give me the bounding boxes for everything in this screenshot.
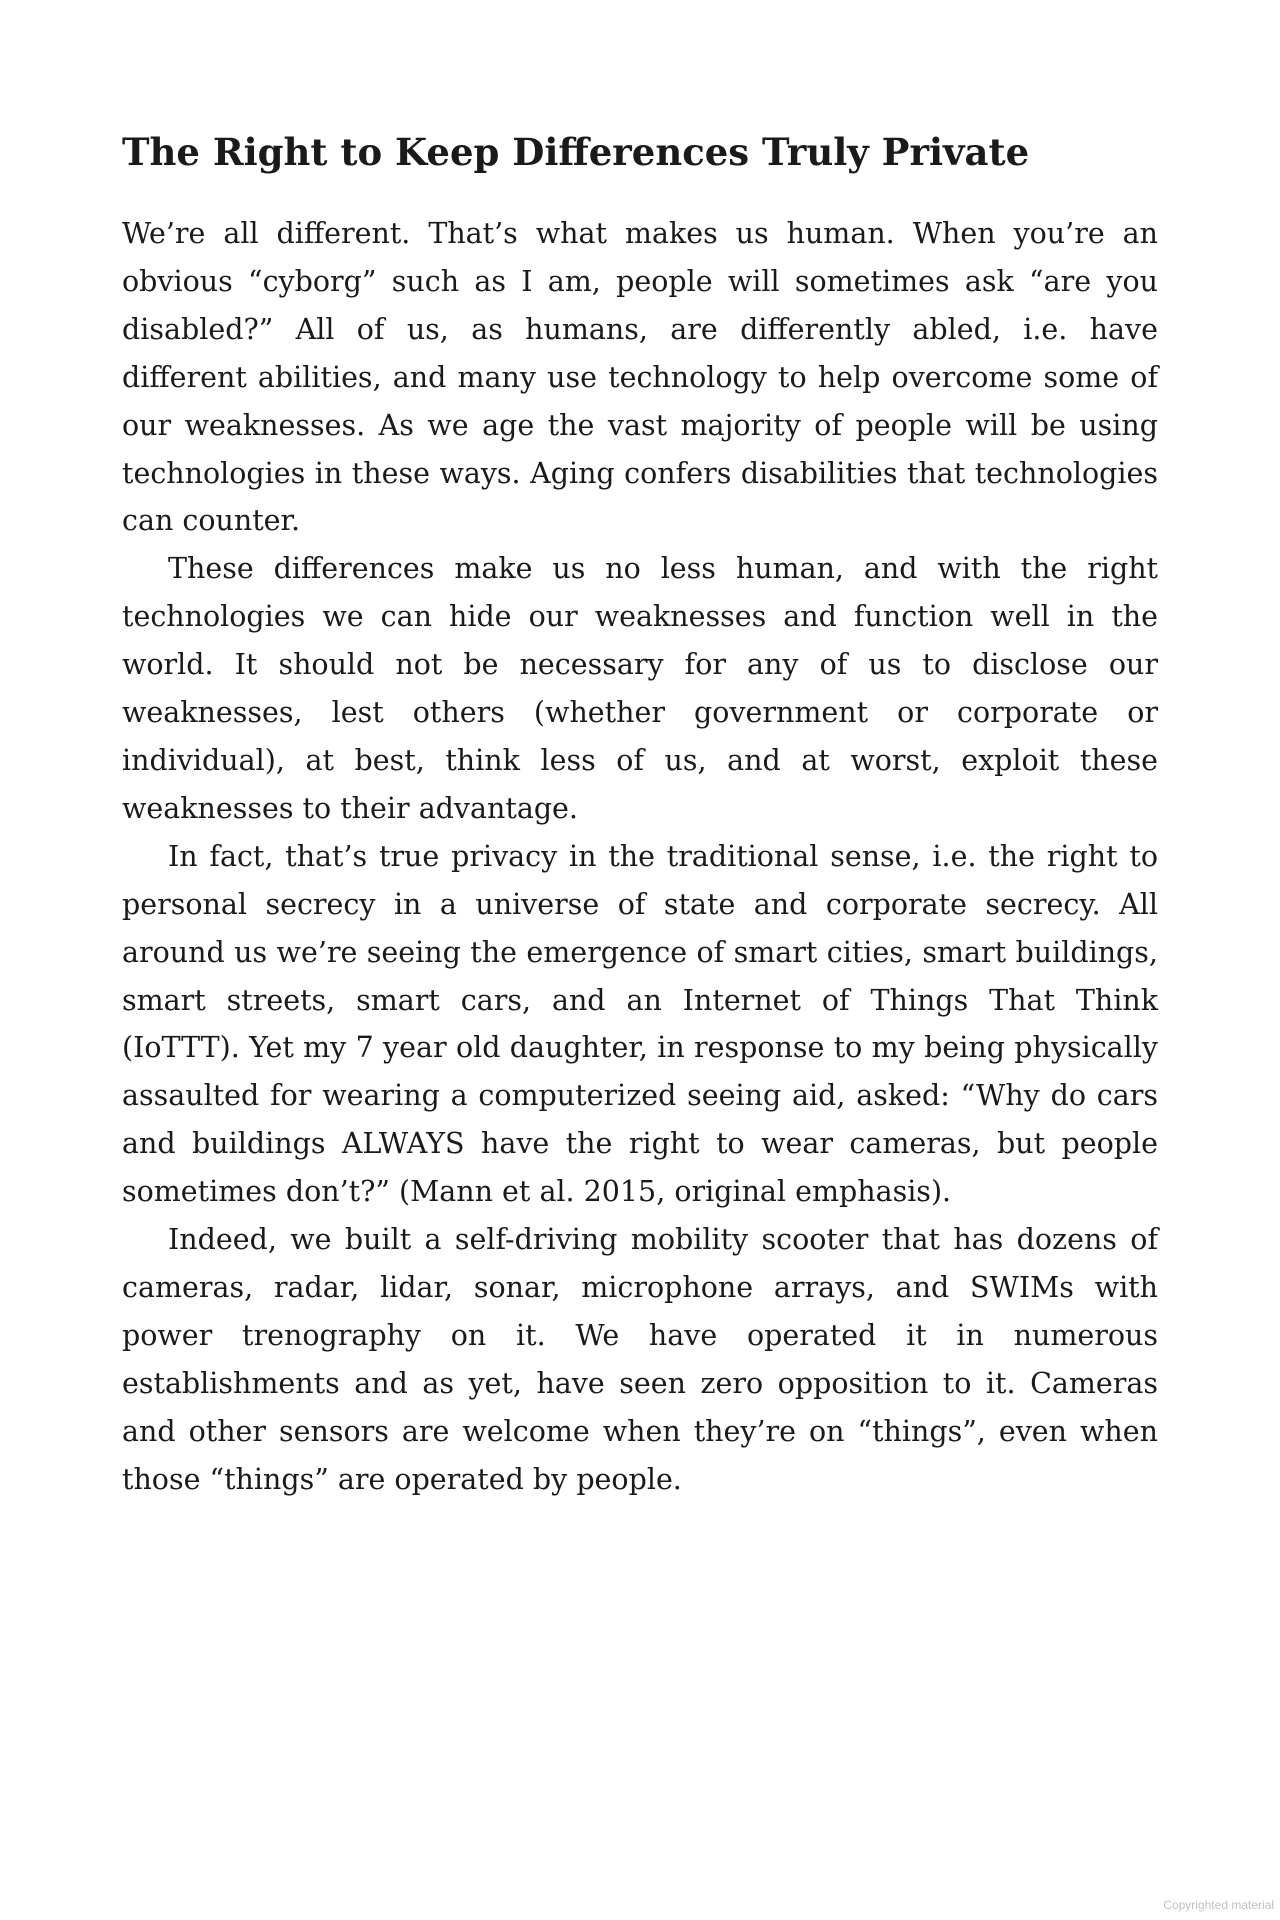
paragraph-3: In fact, that’s true privacy in the traditional sense, i.e. the right to personal secrecy in a universe of state and corporate secrecy. All around us we’re seeing the emergence of smart cities, smart buildings, smart streets, smart cars, and an Internet of Things That Think (IoTTT). Yet my 7 year old daughter, in response to my being physically assaulted for wearing a computerized seeing aid, asked: “Why do cars and buildings ALWAYS have the right to wear cameras, but people sometimes don’t?” (Mann et al. 2015, original emphasis). [122,839,1158,1209]
section-heading: The Right to Keep Differences Truly Private [122,130,1030,174]
section-body [122,210,1158,1503]
paragraph-2: These differences make us no less human, and with the right technologies we can hide our weaknesses and function well in the world. It should not be necessary for any of us to disclose our weaknesses, lest others (whether government or corporate or individual), at best, think less of us, and at worst, exploit these weaknesses to their advantage. [122,552,1158,825]
paragraph-4: Indeed, we built a self-driving mobility scooter that has dozens of cameras, radar, lidar, sonar, microphone arrays, and SWIMs with power trenography on it. We have operated it in numerous establishments and as yet, have seen zero opposition to it. Cameras and other sensors are welcome when they’re on “things”, even when those “things” are operated by people. [122,1223,1158,1496]
paragraph-1: We’re all different. That’s what makes us human. When you’re an obvious “cyborg” such as I am, people will sometimes ask “are you disabled?” All of us, as humans, are differently abled, i.e. have different abilities, and many use technology to help overcome some of our weaknesses. As we age the vast majority of people will be using technologies in these ways. Aging confers disabilities that technologies can counter. [122,217,1158,538]
copyright-watermark: Copyrighted material [1163,1898,1274,1912]
